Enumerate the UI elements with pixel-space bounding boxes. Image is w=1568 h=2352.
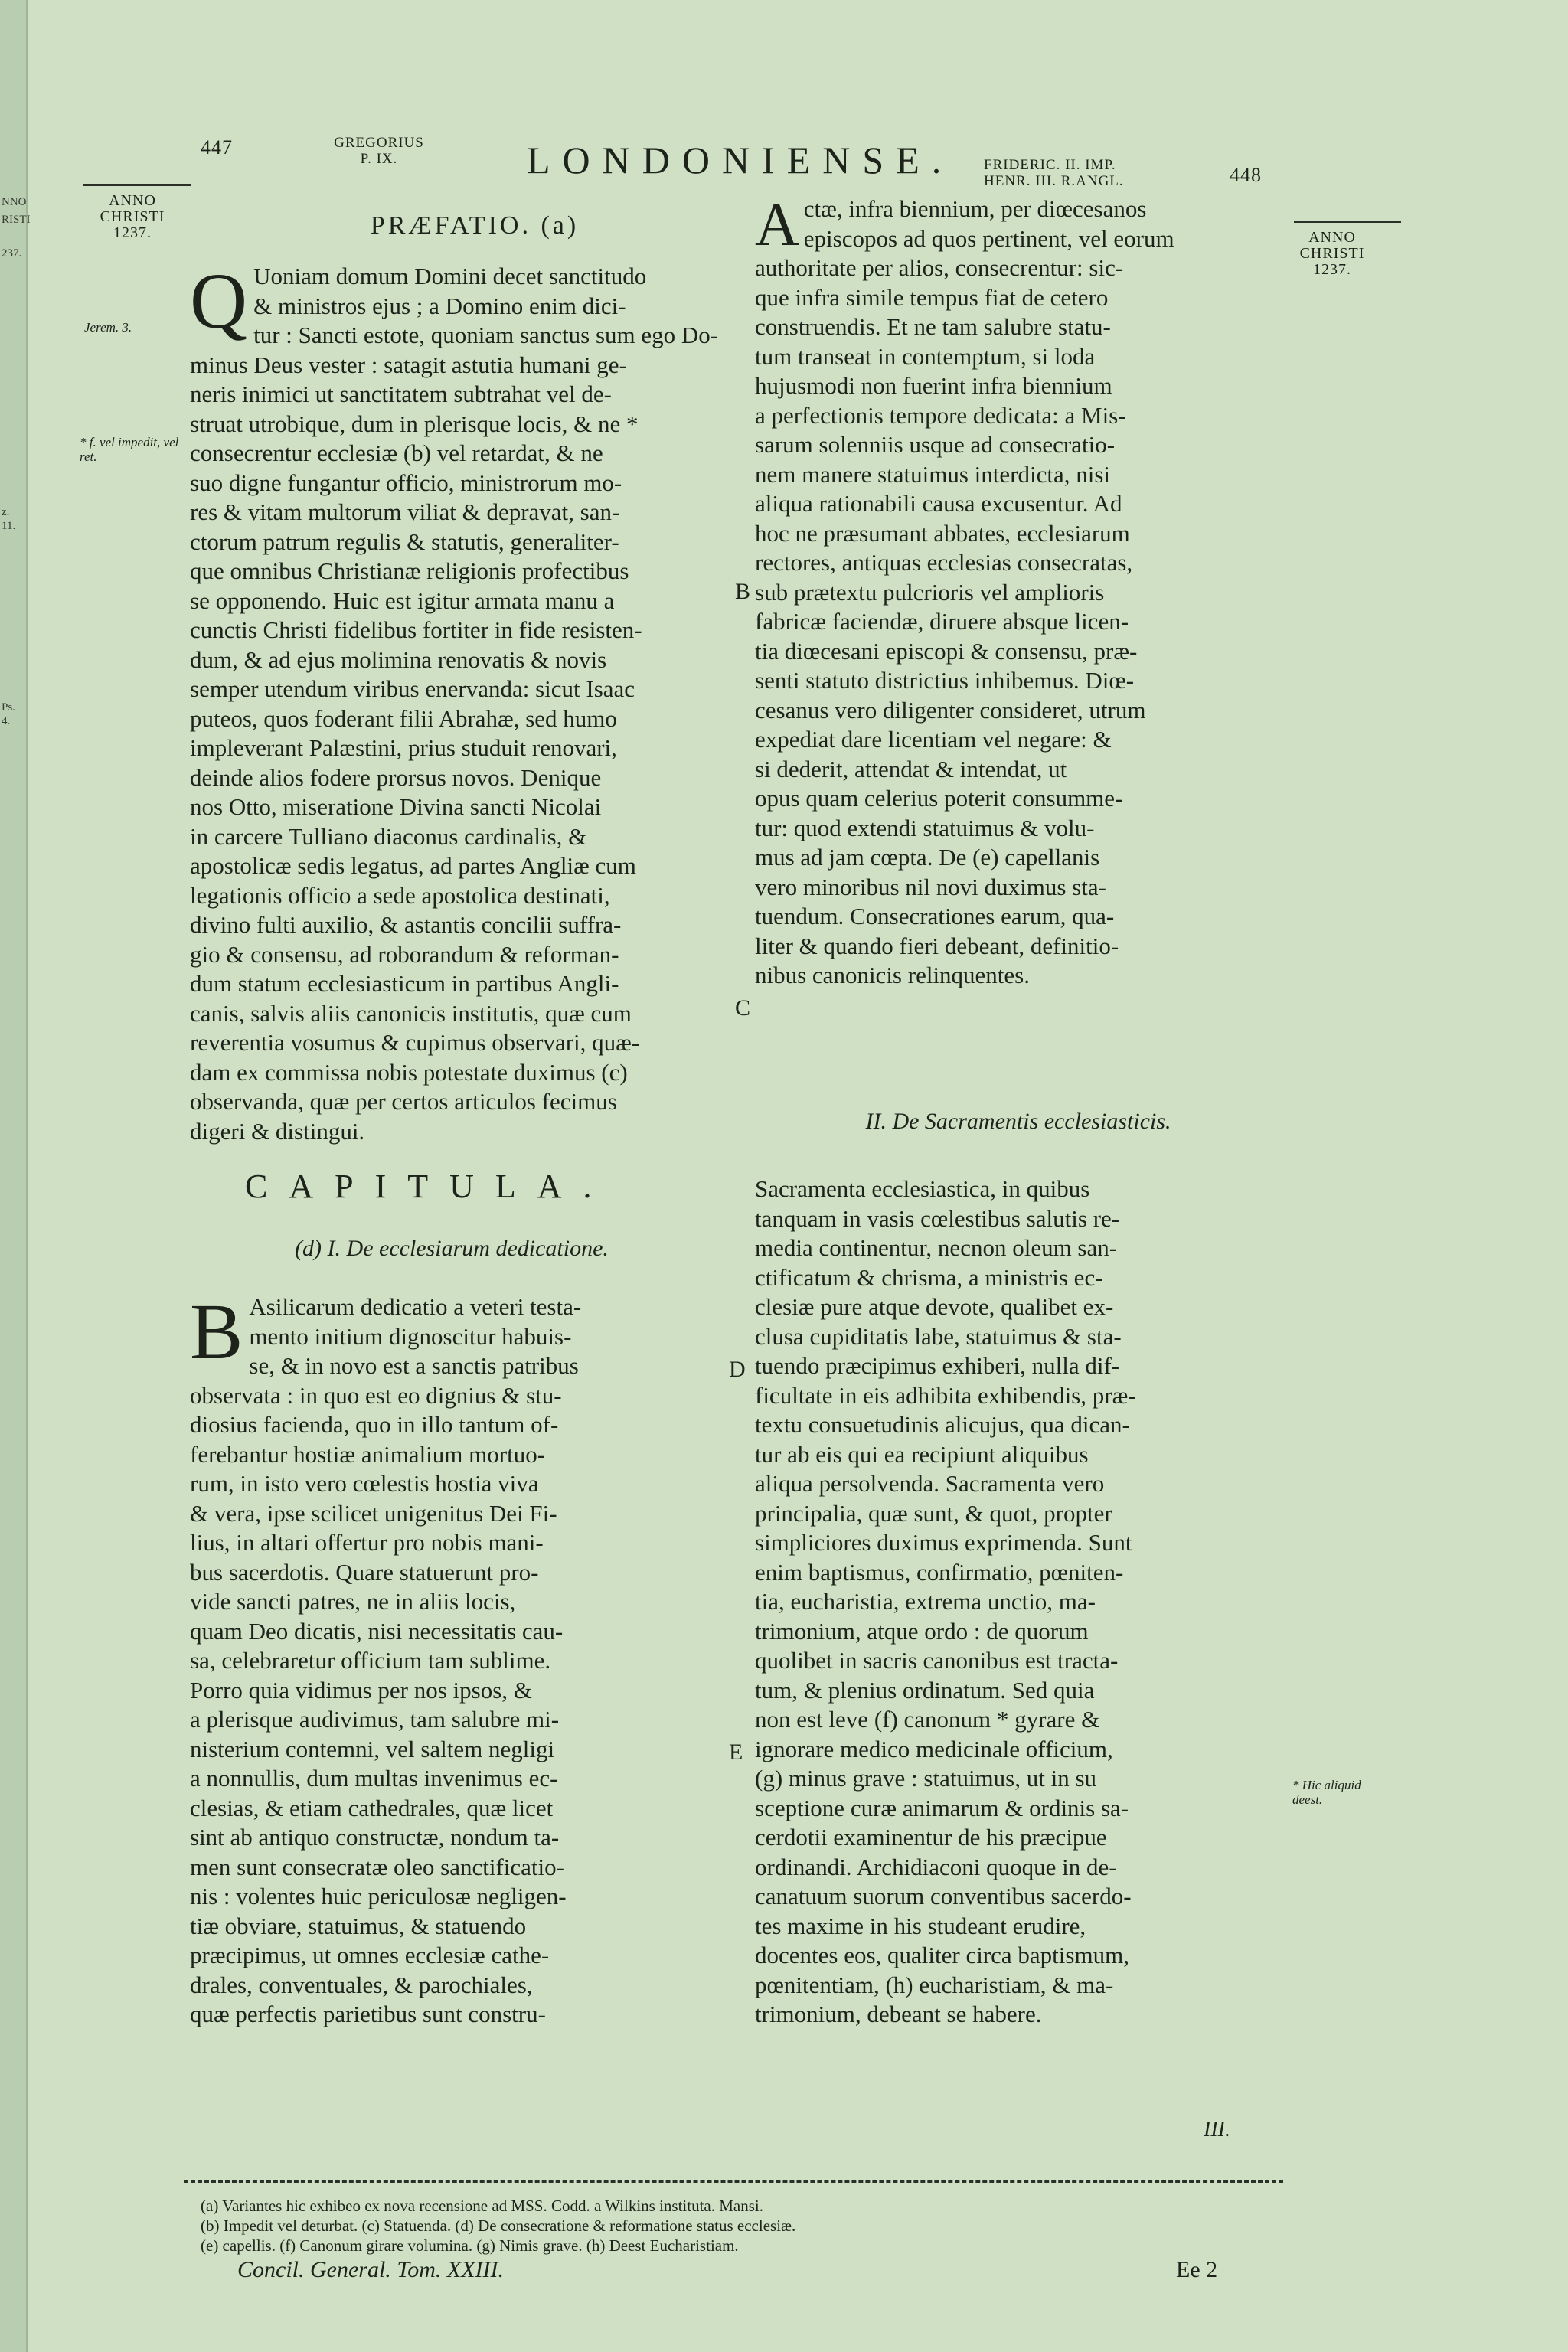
text-line: puteos, quos foderant filii Abrahæ, sed humo <box>190 704 617 732</box>
text-line: tuendum. Consecrationes earum, qua- <box>755 903 1115 929</box>
anno-christi-left <box>78 193 187 241</box>
text-line: ordinandi. Archidiaconi quoque in de- <box>755 1853 1117 1880</box>
section-marker-e: E <box>729 1740 743 1765</box>
text-line: hoc ne præsumant abbates, ecclesiarum <box>755 519 1130 547</box>
praefatio-text <box>190 257 726 1146</box>
text-line: aliqua rationabili causa excusentur. Ad <box>755 490 1122 517</box>
text-line: fabricæ faciendæ, diruere absque licen- <box>755 608 1129 635</box>
catchword: III. <box>1204 2118 1230 2141</box>
anno-label: ANNO <box>1308 229 1356 246</box>
text-line: dum, & ad ejus molimina renovatis & novis <box>190 645 607 673</box>
text-line: tia, eucharistia, extrema unctio, ma- <box>755 1588 1096 1615</box>
king-name: HENR. III. R.ANGL. <box>984 173 1124 189</box>
christi-label: CHRISTI <box>1299 245 1365 262</box>
text-line: a nonnullis, dum multas invenimus ec- <box>190 1765 558 1792</box>
text-line: struat utrobique, dum in plerisque locis, & ne * <box>190 410 639 437</box>
text-line: reverentia vosumus & cupimus observari, quæ- <box>190 1029 640 1056</box>
text-line: (g) minus grave : statuimus, ut in su <box>755 1765 1097 1792</box>
pope-label <box>302 135 456 167</box>
text-line: sarum solenniis usque ad consecratio- <box>755 431 1116 458</box>
text-line: nisterium contemni, vel saltem negligi <box>190 1735 555 1762</box>
text-line: nis : volentes huic periculosæ negligen- <box>190 1883 567 1909</box>
text-line: se, & in novo est a sanctis patribus <box>249 1352 579 1379</box>
text-line: canis, salvis aliis canonicis institutis, quæ cum <box>190 999 632 1027</box>
text-line: mento initium dignoscitur habuis- <box>249 1322 572 1350</box>
section-marker-d: D <box>729 1357 746 1382</box>
text-line: se opponendo. Huic est igitur armata manu a <box>190 586 615 614</box>
text-line: quam Deo dicatis, nisi necessitatis cau- <box>190 1617 564 1645</box>
text-line: tum, & plenius ordinatum. Sed quia <box>755 1676 1095 1704</box>
text-line: neris inimici ut sanctitatem subtrahat vel de- <box>190 381 612 407</box>
text-line: nos Otto, miseratione Divina sancti Nicolai <box>190 793 602 820</box>
drop-cap-b: B <box>190 1288 243 1376</box>
text-line: opus quam celerius poterit consumme- <box>755 785 1123 812</box>
text-line: ctificatum & chrisma, a ministris ec- <box>755 1263 1103 1291</box>
year-label: 1237. <box>113 224 152 241</box>
text-line: rum, in isto vero cœlestis hostia viva <box>190 1470 539 1497</box>
text-line: clesiæ pure atque devote, qualibet ex- <box>755 1293 1114 1320</box>
footnote-rule <box>184 2180 1283 2183</box>
drop-cap-q: Q <box>190 257 248 345</box>
text-line: Porro quia vidimus per nos ipsos, & <box>190 1676 532 1704</box>
anno-christi-right <box>1294 230 1370 278</box>
text-line: liter & quando fieri debeant, definitio- <box>755 932 1119 959</box>
footnotes <box>201 2196 1272 2256</box>
text-line: nem manere statuimus interdicta, nisi <box>755 460 1111 488</box>
text-line: quæ perfectis parietibus sunt constru- <box>190 2001 546 2027</box>
page-number-left: 447 <box>201 136 233 158</box>
text-line: deinde alios fodere prorsus novos. Denique <box>190 763 602 791</box>
text-line: trimonium, debeant se habere. <box>755 2001 1042 2027</box>
text-line: tur ab eis qui ea recipiunt aliquibus <box>755 1440 1089 1468</box>
edge-fragment: NNO <box>2 196 27 208</box>
text-line: dam ex commissa nobis potestate duximus (c) <box>190 1058 628 1086</box>
capitula-heading: CAPITULA. <box>245 1168 613 1205</box>
text-line: que omnibus Christianæ religionis profectibus <box>190 557 629 584</box>
text-line: aliqua persolvenda. Sacramenta vero <box>755 1470 1105 1497</box>
text-line: res & vitam multorum viliat & depravat, san- <box>190 498 620 525</box>
text-line: rectores, antiquas ecclesias consecratas, <box>755 549 1133 576</box>
text-line: ferebantur hostiæ animalium mortuo- <box>190 1440 546 1468</box>
page-title: LONDONIENSE. <box>527 139 954 181</box>
text-line: cunctis Christi fidelibus fortiter in fide resisten- <box>190 616 642 643</box>
text-line: principalia, quæ sunt, & quot, propter <box>755 1499 1112 1527</box>
text-line: consecrentur ecclesiæ (b) vel retardat, & ne <box>190 439 603 466</box>
header-rule-right <box>1294 220 1401 223</box>
text-line: vide sancti patres, ne in aliis locis, <box>190 1588 516 1615</box>
text-line: authoritate per alios, consecrentur: sic- <box>755 254 1124 281</box>
text-line: tum transeat in contemptum, si loda <box>755 342 1096 370</box>
text-line: & ministros ejus ; a Domino enim dici- <box>253 292 626 319</box>
text-line: clusa cupiditatis labe, statuimus & sta- <box>755 1322 1122 1350</box>
anno-label: ANNO <box>109 192 156 209</box>
text-line: apostolicæ sedis legatus, ad partes Angliæ cum <box>190 852 636 879</box>
text-line: que infra simile tempus fiat de cetero <box>755 283 1109 311</box>
text-line: diosius facienda, quo in illo tantum of- <box>190 1411 559 1438</box>
edge-fragment: 237. <box>2 247 22 260</box>
text-line: textu consuetudinis alicujus, qua dican- <box>755 1411 1130 1438</box>
text-line: suo digne fungantur officio, ministrorum mo- <box>190 469 622 496</box>
text-line: impleverant Palæstini, prius studuit renovari, <box>190 734 617 761</box>
text-line: men sunt consecratæ oleo sanctificatio- <box>190 1853 564 1880</box>
text-line: construendis. Et ne tam salubre statu- <box>755 313 1111 340</box>
chapter-1-heading: (d) I. De ecclesiarum dedicatione. <box>295 1236 609 1261</box>
footnote-line: (e) capellis. (f) Canonum girare volumina. (g) Nimis grave. (h) Deest Eucharistiam. <box>201 2236 739 2255</box>
year-label: 1237. <box>1313 261 1351 278</box>
continued-text <box>755 191 1283 991</box>
text-line: legationis officio a sede apostolica destinati, <box>190 881 610 909</box>
praefatio-heading: PRÆFATIO. (a) <box>370 211 580 240</box>
text-line: tanquam in vasis cœlestibus salutis re- <box>755 1204 1120 1232</box>
emperor-label <box>984 157 1206 189</box>
christi-label: CHRISTI <box>100 208 165 225</box>
text-line: episcopos ad quos pertinent, vel eorum <box>803 224 1174 252</box>
text-line: observata : in quo est eo dignius & stu- <box>190 1381 562 1409</box>
text-line: simpliciores duximus exprimenda. Sunt <box>755 1529 1132 1556</box>
edge-fragment: z. 11. <box>2 506 16 532</box>
left-page-edge <box>0 0 31 2352</box>
text-line: lius, in altari offertur pro nobis mani- <box>190 1529 544 1556</box>
margin-note-deest: * Hic aliquid deest. <box>1292 1778 1361 1807</box>
text-line: media continentur, necnon oleum san- <box>755 1234 1118 1261</box>
footer-signature: Ee 2 <box>1176 2257 1218 2282</box>
text-line: præcipimus, ut omnes ecclesiæ cathe- <box>190 1942 550 1968</box>
text-line: sceptione curæ animarum & ordinis sa- <box>755 1794 1129 1821</box>
text-line: sint ab antiquo constructæ, nondum ta- <box>190 1824 560 1851</box>
text-line: cerdotii examinentur de his præcipue <box>755 1824 1107 1851</box>
chapter-1-text <box>190 1288 726 2030</box>
text-line: trimonium, atque ordo : de quorum <box>755 1617 1089 1645</box>
text-line: ctorum patrum regulis & statutis, generaliter- <box>190 528 619 555</box>
pope-number: P. IX. <box>360 151 398 167</box>
text-line: bus sacerdotis. Quare statuerunt pro- <box>190 1558 539 1586</box>
text-line: senti statuto districtius inhibemus. Diœ- <box>755 667 1135 694</box>
chapter-2-text <box>755 1174 1283 2030</box>
text-line: digeri & distingui. <box>190 1117 365 1145</box>
text-line: dum statum ecclesiasticum in partibus Angli- <box>190 970 619 997</box>
footer-volume: Concil. General. Tom. XXIII. <box>237 2257 505 2282</box>
text-line: docentes eos, qualiter circa baptismum, <box>755 1942 1129 1968</box>
text-line: a plerisque audivimus, tam salubre mi- <box>190 1706 560 1733</box>
text-line: tur: quod extendi statuimus & volu- <box>755 814 1095 841</box>
footnote-line: (a) Variantes hic exhibeo ex nova recensione ad MSS. Codd. a Wilkins instituta. Mansi. <box>201 2197 763 2215</box>
text-line: vero minoribus nil novi duximus sta- <box>755 873 1106 900</box>
text-line: clesias, & etiam cathedrales, quæ licet <box>190 1794 554 1821</box>
text-line: quolibet in sacris canonibus est tracta- <box>755 1647 1119 1674</box>
text-line: ignorare medico medicinale officium, <box>755 1735 1113 1762</box>
text-line: in carcere Tulliano diaconus cardinalis, & <box>190 822 587 850</box>
header-rule-left <box>83 184 191 186</box>
text-line: ctæ, infra biennium, per diœcesanos <box>803 195 1147 222</box>
emperor-name: FRIDERIC. II. IMP. <box>984 157 1116 173</box>
text-line: hujusmodi non fuerint infra biennium <box>755 372 1112 399</box>
text-line: enim baptismus, confirmatio, pœniten- <box>755 1558 1124 1586</box>
text-line: nibus canonicis relinquentes. <box>755 962 1030 988</box>
section-marker-b: B <box>735 579 751 604</box>
page-number-right: 448 <box>1230 164 1262 186</box>
text-line: tiæ obviare, statuimus, & statuendo <box>190 1912 527 1939</box>
text-line: & vera, ipse scilicet unigenitus Dei Fi- <box>190 1499 557 1527</box>
footnote-line: (b) Impedit vel deturbat. (c) Statuenda. (d) De consecratione & reformatione status ecclesiæ. <box>201 2216 796 2235</box>
text-line: pœnitentiam, (h) eucharistiam, & ma- <box>755 1971 1114 1998</box>
section-marker-c: C <box>735 995 751 1021</box>
text-line: a perfectionis tempore dedicata: a Mis- <box>755 401 1126 429</box>
text-line: tuendo præcipimus exhiberi, nulla dif- <box>755 1352 1120 1379</box>
text-line: divino fulti auxilio, & astantis concilii suffra- <box>190 911 622 938</box>
text-line: Asilicarum dedicatio a veteri testa- <box>249 1293 582 1320</box>
drop-cap-a: A <box>755 191 799 259</box>
text-line: non est leve (f) canonum * gyrare & <box>755 1706 1100 1733</box>
text-line: gio & consensu, ad roborandum & reforman- <box>190 940 619 968</box>
text-line: semper utendum viribus enervanda: sicut Isaac <box>190 675 635 702</box>
text-line: canatuum suorum conventibus sacerdo- <box>755 1883 1132 1909</box>
text-line: Sacramenta ecclesiastica, in quibus <box>755 1175 1090 1202</box>
text-line: sa, celebraretur officium tam sublime. <box>190 1647 551 1674</box>
margin-citation-jeremiah: Jerem. 3. <box>84 320 132 335</box>
text-line: si dederit, attendat & intendat, ut <box>755 755 1067 782</box>
edge-fragment: RISTI <box>2 214 31 226</box>
text-line: tur : Sancti estote, quoniam sanctus sum ego Do- <box>253 322 719 348</box>
pope-name: GREGORIUS <box>334 135 424 151</box>
text-line: cesanus vero diligenter consideret, utrum <box>755 696 1146 724</box>
text-line: mus ad jam cœpta. De (e) capellanis <box>755 844 1100 871</box>
chapter-2-heading: II. De Sacramentis ecclesiasticis. <box>865 1109 1171 1134</box>
edge-fragment: Ps. 4. <box>2 701 15 727</box>
text-line: observanda, quæ per certos articulos fecimus <box>190 1088 617 1115</box>
text-line: tia diœcesani episcopi & consensu, præ- <box>755 637 1138 665</box>
text-line: ficultate in eis adhibita exhibendis, præ- <box>755 1381 1136 1409</box>
text-line: minus Deus vester : satagit astutia humani ge- <box>190 351 627 378</box>
text-line: sub prætextu pulcrioris vel amplioris <box>755 578 1105 606</box>
text-line: expediat dare licentiam vel negare: & <box>755 726 1112 753</box>
text-line: Uoniam domum Domini decet sanctitudo <box>253 263 647 289</box>
text-line: tes maxime in his studeant erudire, <box>755 1912 1086 1939</box>
text-line: drales, conventuales, & parochiales, <box>190 1971 533 1998</box>
margin-variant-note: * f. vel impedit, vel ret. <box>80 435 179 464</box>
